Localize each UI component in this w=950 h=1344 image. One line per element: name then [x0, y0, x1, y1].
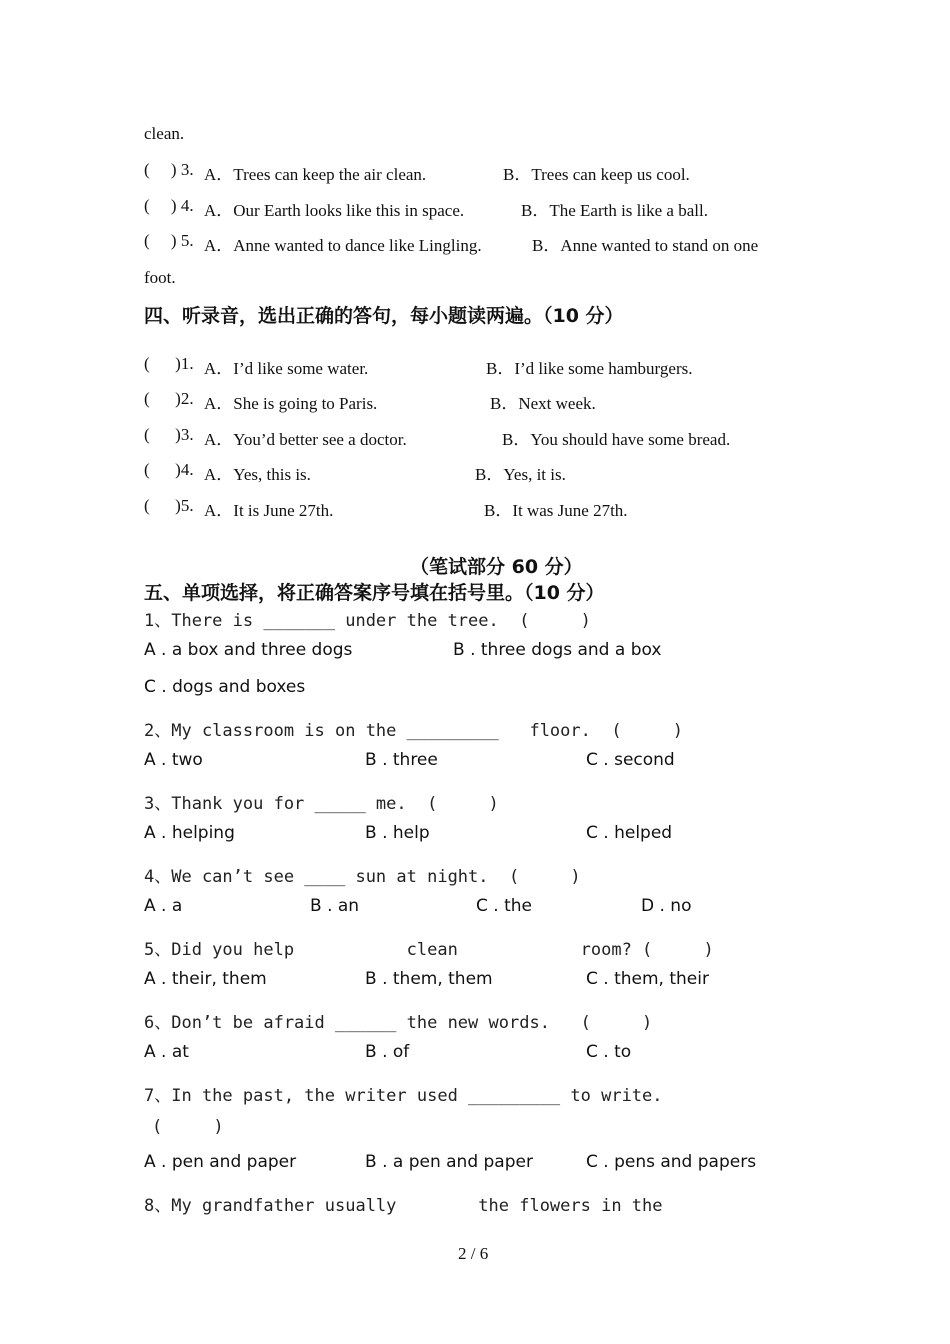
page-number: 2 / 6: [458, 1244, 489, 1263]
question-number: ( ) 3.: [144, 160, 194, 179]
question-text: 6、Don’t be afraid ______ the new words. ( ): [144, 1013, 653, 1033]
option-a: A．It is June 27th.: [204, 501, 334, 520]
question-number: ( )3.: [144, 425, 194, 444]
option-a: A．Our Earth looks like this in space.: [204, 201, 465, 220]
question-text: 1、There is _______ under the tree. ( ): [144, 611, 591, 631]
option-b: B．Yes, it is.: [475, 465, 566, 484]
option-b: B．The Earth is like a ball.: [521, 201, 708, 220]
question-number: ( )4.: [144, 460, 194, 479]
option-a: A . helping: [144, 823, 235, 843]
option-a: A . pen and paper: [144, 1152, 297, 1172]
option-b: B．I’d like some hamburgers.: [486, 359, 693, 378]
option-c: C . pens and papers: [586, 1152, 757, 1172]
question-number: ( ) 4.: [144, 196, 194, 215]
option-b: B．Next week.: [490, 394, 596, 413]
question-text: 8、My grandfather usually the flowers in the: [144, 1196, 663, 1216]
option-b: B．Anne wanted to stand on one: [532, 236, 759, 255]
option-a: A．She is going to Paris.: [204, 394, 378, 413]
option-a: A . a: [144, 896, 183, 916]
continuation-text: clean.: [144, 124, 185, 143]
option-a: A．Trees can keep the air clean.: [204, 165, 427, 184]
continuation-text: foot.: [144, 268, 176, 287]
section-heading: 四、听录音，选出正确的答句，每小题读两遍。（10 分）: [144, 305, 624, 327]
question-text: 3、Thank you for _____ me. ( ): [144, 794, 499, 814]
option-b: B．You should have some bread.: [502, 430, 731, 449]
option-b: B . them, them: [365, 969, 493, 989]
option-c: C . them, their: [586, 969, 709, 989]
option-a: A . a box and three dogs: [144, 640, 353, 660]
section-heading: 五、单项选择，将正确答案序号填在括号里。（10 分）: [144, 582, 605, 604]
option-b: B . of: [365, 1042, 410, 1062]
option-c: C . the: [476, 896, 532, 916]
question-number: ( )5.: [144, 496, 194, 515]
option-b: B . three: [365, 750, 438, 770]
option-a: A．I’d like some water.: [204, 359, 369, 378]
option-a: A．Anne wanted to dance like Lingling.: [204, 236, 482, 255]
question-number: ( )1.: [144, 354, 194, 373]
option-a: A．You’d better see a doctor.: [204, 430, 407, 449]
option-b: B．Trees can keep us cool.: [503, 165, 690, 184]
option-b: B . a pen and paper: [365, 1152, 533, 1172]
option-b: B . three dogs and a box: [453, 640, 662, 660]
option-a: A . their, them: [144, 969, 267, 989]
option-d: D . no: [641, 896, 692, 916]
option-a: A．Yes, this is.: [204, 465, 311, 484]
answer-bracket: ( ): [152, 1117, 224, 1137]
question-number: ( )2.: [144, 389, 194, 408]
written-part-title: （笔试部分 60 分）: [410, 556, 583, 578]
option-b: B . an: [310, 896, 360, 916]
question-text: 2、My classroom is on the _________ floor. ( ): [144, 721, 683, 741]
question-text: 4、We can’t see ____ sun at night. ( ): [144, 867, 581, 887]
option-b: B．It was June 27th.: [484, 501, 628, 520]
question-number: ( ) 5.: [144, 231, 194, 250]
option-c: C . helped: [586, 823, 673, 843]
option-c: C . second: [586, 750, 675, 770]
option-a: A . two: [144, 750, 203, 770]
option-c: C . to: [586, 1042, 632, 1062]
question-text: 7、In the past, the writer used _________ to write.: [144, 1086, 663, 1106]
option-b: B . help: [365, 823, 430, 843]
option-c: C . dogs and boxes: [144, 677, 306, 697]
option-a: A . at: [144, 1042, 189, 1062]
question-text: 5、Did you help clean room? ( ): [144, 940, 714, 960]
